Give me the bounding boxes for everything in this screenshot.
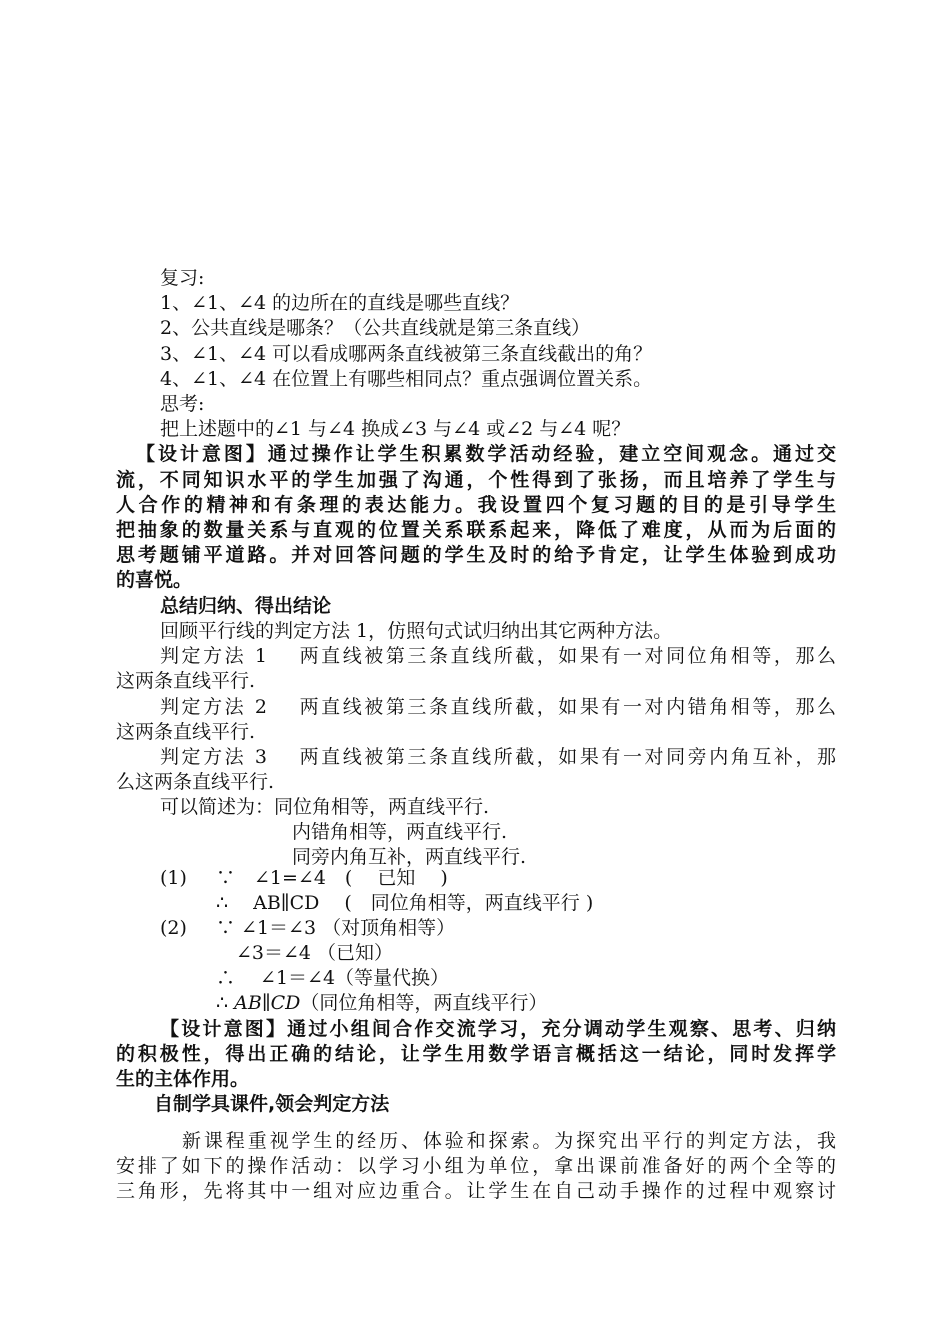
proof-1-step-2: ∴ AB∥CD ( 同位角相等，两直线平行 ) [216,892,594,914]
proof-2-label: (2) [160,917,187,939]
review-question-3: 3、∠1、∠4 可以看成哪两条直线被第三条直线截出的角？ [160,343,653,365]
method-1-line-2: 这两条直线平行. [116,670,256,692]
proof-1-step-1: ∵ ∠1=∠4 ( 已知 ) [216,867,448,889]
design-intent-1-line-3: 人合作的精神和有条理的表达能力。我设置四个复习题的目的是引导学生 [116,494,836,516]
paragraph-line-3: 三角形，先将其中一组对应边重合。让学生在自己动手操作的过程中观察讨 [116,1180,836,1202]
section-heading-summary: 总结归纳、得出结论 [160,595,332,617]
brief-summary-1: 可以简述为：同位角相等，两直线平行. [160,796,490,818]
parallel-statement: AB∥CD [234,992,301,1014]
summary-intro: 回顾平行线的判定方法 1，仿照句式试归纳出其它两种方法。 [160,620,673,642]
design-intent-1-line-4: 把抽象的数量关系与直观的位置关系联系起来，降低了难度，从而为后面的 [116,519,836,541]
design-intent-1-line-5: 思考题铺平道路。并对回答问题的学生及时的给予肯定，让学生体验到成功 [116,544,836,566]
paragraph-line-1: 新课程重视学生的经历、体验和探索。为探究出平行的判定方法，我 [182,1130,836,1152]
brief-summary-3: 同旁内角互补，两直线平行. [292,846,527,868]
proof-2-step-2: ∠3＝∠4 （已知） [236,942,394,964]
review-heading: 复习: [160,267,205,289]
proof-2-step-3: ∴ ∠1＝∠4（等量代换） [216,967,450,989]
therefore-symbol: ∴ [216,992,235,1014]
method-1-line-1: 判定方法 1 两直线被第三条直线所截，如果有一对同位角相等，那么 [160,645,836,667]
proof-2-step-1: ∵ ∠1＝∠3 （对顶角相等） [216,917,456,939]
design-intent-1-line-2: 流，不同知识水平的学生加强了沟通，个性得到了张扬，而且培养了学生与 [116,469,836,491]
proof-2-step-4 [216,991,716,1015]
think-question: 把上述题中的∠1 与∠4 换成∠3 与∠4 或∠2 与∠4 呢？ [160,418,631,440]
review-question-4: 4、∠1、∠4 在位置上有哪些相同点？重点强调位置关系。 [160,368,653,390]
method-3-line-2: 么这两条直线平行. [116,771,275,793]
paragraph-line-2: 安排了如下的操作活动：以学习小组为单位，拿出课前准备好的两个全等的 [116,1155,836,1177]
design-intent-1-line-6: 的喜悦。 [116,569,193,591]
review-question-1: 1、∠1、∠4 的边所在的直线是哪些直线？ [160,292,520,314]
design-intent-2-line-3: 生的主体作用。 [116,1068,250,1090]
section-heading-tools: 自制学具课件,领会判定方法 [154,1093,390,1115]
proof-1-label: (1) [160,867,187,889]
design-intent-2-line-2: 的积极性，得出正确的结论，让学生用数学语言概括这一结论，同时发挥学 [116,1043,836,1065]
method-2-line-1: 判定方法 2 两直线被第三条直线所截，如果有一对内错角相等，那么 [160,696,836,718]
proof-2-reason: （同位角相等，两直线平行） [300,992,548,1014]
think-heading: 思考: [160,393,205,415]
method-3-line-1: 判定方法 3 两直线被第三条直线所截，如果有一对同旁内角互补，那 [160,746,836,768]
method-2-line-2: 这两条直线平行. [116,721,256,743]
brief-summary-2: 内错角相等，两直线平行. [292,821,508,843]
review-question-2: 2、公共直线是哪条？（公共直线就是第三条直线） [160,317,591,339]
design-intent-2-line-1: 【设计意图】通过小组间合作交流学习，充分调动学生观察、思考、归纳 [160,1018,836,1040]
design-intent-1-line-1: 【设计意图】通过操作让学生积累数学活动经验，建立空间观念。通过交 [136,443,836,465]
